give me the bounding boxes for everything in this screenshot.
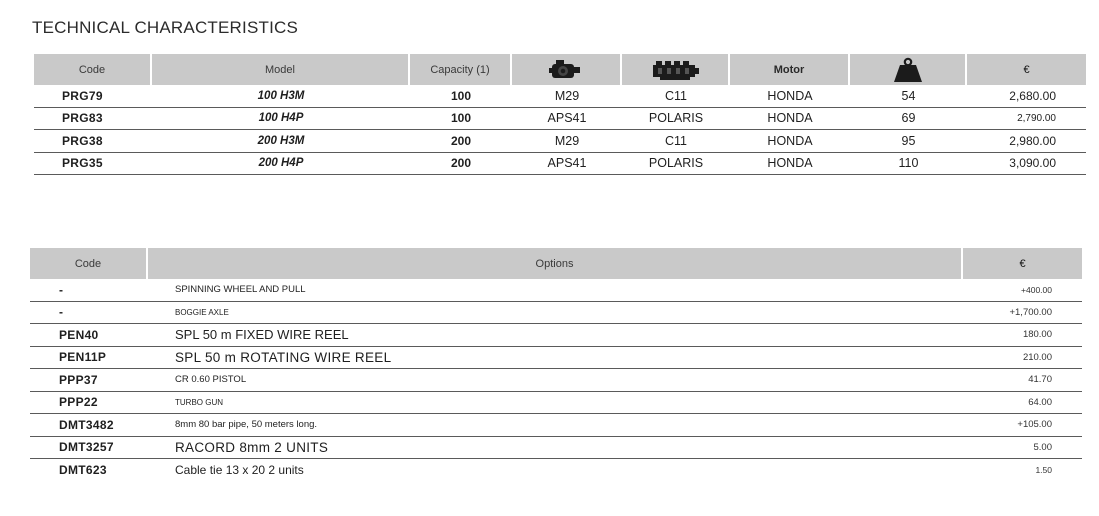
table-header-row <box>34 54 1086 85</box>
row-price: 41.70 <box>963 369 1082 392</box>
page-title: TECHNICAL CHARACTERISTICS <box>32 18 299 37</box>
row-code: DMT3257 <box>30 437 148 460</box>
row-price: 1.50 <box>1035 464 1052 475</box>
row-pump: M29 <box>512 85 622 108</box>
row-engine: C11 <box>622 85 730 108</box>
row-code: PRG38 <box>34 130 152 153</box>
row-pump: APS41 <box>512 108 622 131</box>
row-option: CR 0.60 PISTOL <box>148 369 963 392</box>
row-pump: M29 <box>512 130 622 153</box>
row-motor: HONDA <box>730 130 850 153</box>
row-weight: 54 <box>850 85 967 108</box>
header-model: Model <box>152 54 410 85</box>
row-price: 2,680.00 <box>967 85 1086 108</box>
row-code: PRG83 <box>34 108 152 131</box>
row-motor: HONDA <box>730 153 850 176</box>
row-code: - <box>30 302 148 325</box>
row-weight: 95 <box>850 130 967 153</box>
table-row <box>30 369 1082 392</box>
table-row <box>30 414 1082 437</box>
row-model: 100 H4P <box>152 108 410 131</box>
engine-icon <box>622 58 728 82</box>
header-code: Code <box>34 54 152 85</box>
header-motor: Motor <box>730 54 850 85</box>
row-motor: HONDA <box>730 108 850 131</box>
row-capacity: 100 <box>410 85 512 108</box>
row-code: DMT3482 <box>30 414 148 437</box>
weight-icon <box>850 57 965 83</box>
header-price: € <box>967 54 1086 85</box>
row-code: DMT623 <box>59 462 107 477</box>
options-table <box>30 248 1082 481</box>
row-price: 2,980.00 <box>967 130 1086 153</box>
table-row <box>30 347 1082 370</box>
row-option: SPINNING WHEEL AND PULL <box>148 279 963 302</box>
row-model: 200 H4P <box>152 153 410 176</box>
table-row <box>34 85 1086 108</box>
header-code: Code <box>30 248 148 279</box>
row-price: 2,790.00 <box>967 108 1086 131</box>
row-option: SPL 50 m ROTATING WIRE REEL <box>148 347 963 370</box>
row-capacity: 100 <box>410 108 512 131</box>
table-row <box>30 324 1082 347</box>
row-option: 8mm 80 bar pipe, 50 meters long. <box>148 414 963 437</box>
header-pump <box>512 54 622 85</box>
table-row <box>30 279 1082 302</box>
row-price: 210.00 <box>963 347 1082 370</box>
row-price: +1,700.00 <box>963 302 1082 325</box>
header-engine <box>622 54 730 85</box>
header-price: € <box>963 248 1082 279</box>
table-row <box>34 130 1086 153</box>
row-model: 200 H3M <box>152 130 410 153</box>
pump-icon <box>512 58 620 82</box>
row-engine: POLARIS <box>622 108 730 131</box>
table-row <box>30 437 1082 460</box>
table-header-row <box>30 248 1082 279</box>
row-code: PPP37 <box>30 369 148 392</box>
technical-characteristics-table <box>34 54 1086 175</box>
table-row <box>30 302 1082 325</box>
table-row <box>30 459 1082 481</box>
row-code: PPP22 <box>30 392 148 415</box>
row-option: BOGGIE AXLE <box>148 302 963 325</box>
row-code: PRG79 <box>34 85 152 108</box>
row-price: 3,090.00 <box>967 153 1086 176</box>
row-price: +400.00 <box>963 279 1082 302</box>
row-code: PEN11P <box>30 347 148 370</box>
row-code: PEN40 <box>30 324 148 347</box>
header-weight <box>850 54 967 85</box>
row-code: PRG35 <box>34 153 152 176</box>
row-price: 64.00 <box>963 392 1082 415</box>
row-price: 5.00 <box>963 437 1082 460</box>
row-engine: C11 <box>622 130 730 153</box>
table-row <box>30 392 1082 415</box>
row-model: 100 H3M <box>152 85 410 108</box>
header-capacity: Capacity (1) <box>410 54 512 85</box>
row-weight: 69 <box>850 108 967 131</box>
row-motor: HONDA <box>730 85 850 108</box>
row-capacity: 200 <box>410 130 512 153</box>
row-pump: APS41 <box>512 153 622 176</box>
header-options: Options <box>148 248 963 279</box>
row-weight: 110 <box>850 153 967 176</box>
row-option: TURBO GUN <box>148 392 963 415</box>
row-capacity: 200 <box>410 153 512 176</box>
row-option: RACORD 8mm 2 UNITS <box>148 437 963 460</box>
row-engine: POLARIS <box>622 153 730 176</box>
row-option: Cable tie 13 x 20 2 units <box>175 462 304 477</box>
row-price: +105.00 <box>963 414 1082 437</box>
row-price: 180.00 <box>963 324 1082 347</box>
table-row <box>34 153 1086 176</box>
row-code: - <box>30 279 148 302</box>
table-row <box>34 108 1086 131</box>
row-option: SPL 50 m FIXED WIRE REEL <box>148 324 963 347</box>
